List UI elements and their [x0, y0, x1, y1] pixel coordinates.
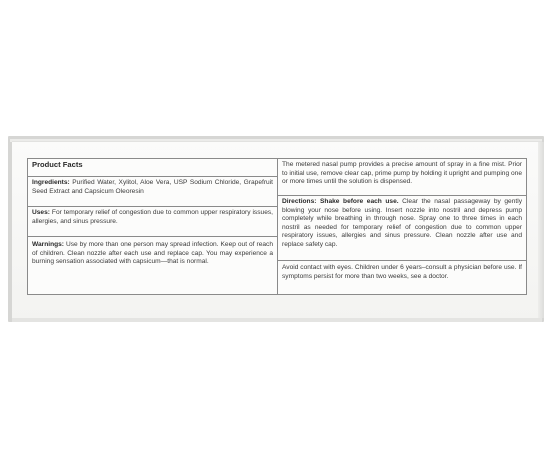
- uses-section: [28, 207, 277, 237]
- caution-section: [278, 261, 526, 294]
- warnings-label: Warnings:: [32, 241, 64, 248]
- directions-shake-note: Shake before each use.: [316, 198, 399, 205]
- pump-info-section: [278, 159, 526, 196]
- pump-info-text: The metered nasal pump provides a precise amount of spray in a fine mist. Prior to initial use, remove clear cap, prime pump by holding it upright and pumping one or more times until the solution is dispensed.: [282, 161, 522, 186]
- uses-text: For temporary relief of congestion due to common upper respiratory issues, allergies, and sinus pressure.: [32, 209, 273, 225]
- directions-text: Clear the nasal passageway by gently blowing your nose before using. Insert nozzle into nostril and depress pump completely while breathing in through nose. Spray one to three times in each nostril as needed for temporary relief of congestion due to common upper respiratory issues, allergies and sinus pressure. Clean nozzle after use and replace safety cap.: [282, 198, 522, 248]
- product-facts-title: Product Facts: [32, 160, 83, 169]
- warnings-section: [28, 237, 277, 294]
- warnings-text: Use by more than one person may spread infection. Keep out of reach of children. Clean nozzle after each use and replace cap. You may experience a burning sensation associated with capsicum—that is normal.: [32, 241, 273, 266]
- product-facts-panel: [27, 158, 527, 295]
- directions-label: Directions:: [282, 198, 317, 205]
- directions-section: [278, 196, 526, 261]
- caution-text: Avoid contact with eyes. Children under 6 years–consult a physician before use. If symptoms persist for more than two weeks, see a doctor.: [282, 264, 522, 280]
- box-right-edge: [538, 142, 544, 318]
- facts-left-column: [28, 159, 278, 294]
- ingredients-text: Purified Water, Xylitol, Aloe Vera, USP Sodium Chloride, Grapefruit Seed Extract and Capsicum Oleoresin: [32, 179, 273, 195]
- facts-right-column: [278, 159, 526, 294]
- facts-title-row: [28, 159, 277, 177]
- box-bottom-edge: [12, 318, 542, 322]
- ingredients-label: Ingredients:: [32, 179, 70, 186]
- uses-label: Uses:: [32, 209, 50, 216]
- ingredients-section: [28, 177, 277, 207]
